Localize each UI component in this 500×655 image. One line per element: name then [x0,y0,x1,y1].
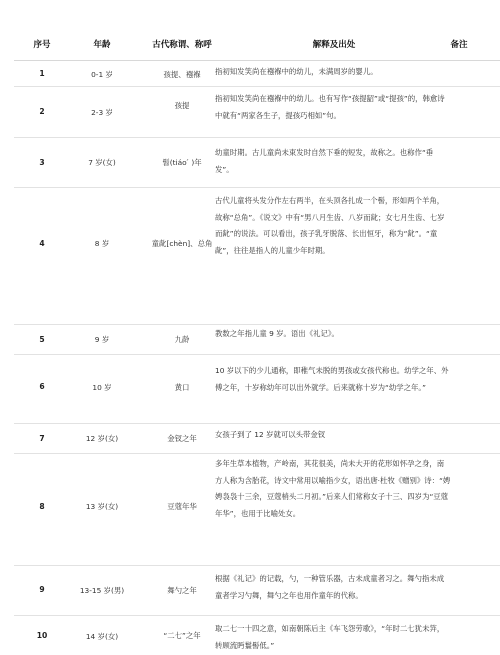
table-row [14,324,500,355]
row-age: 0-1 岁 [91,70,113,79]
row-title: 九龄 [174,335,190,344]
row-index: 9 [39,585,45,594]
row-desc: 10 岁以下的少儿通称，即稚气未脱的男孩或女孩代称也。幼学之年、外傅之年，十岁称幼年可以出外就学。后来就称十岁为“幼学之年。” [215,366,449,392]
header-title: 古代称谓、称呼 [152,40,212,50]
row-index: 8 [39,502,45,511]
row-desc: 根据《礼记》的记载，勺，一种管乐器，古未成童者习之。舞勺指未成童者学习勺舞，舞勺之年也用作童年的代称。 [215,574,445,600]
header-remark: 备注 [450,40,468,50]
table-row [14,615,500,655]
row-age: 7 岁(女) [88,158,116,167]
header-desc: 解释及出处 [312,40,356,50]
row-title: 黄口 [174,383,190,392]
row-desc: 教数之年指儿童 9 岁。语出《礼记》。 [215,329,339,338]
row-title: 孩提 [174,101,190,110]
table-row [14,86,500,138]
row-index: 4 [39,239,45,248]
row-age: 9 岁 [94,335,110,344]
row-desc: 幼童时期。古儿童尚未束发时自然下垂的短发，故称之。也称作“垂发”。 [215,148,434,174]
row-desc: 指初知发笑尚在襁褓中的幼儿。也有写作“孩提龆”或“提孩”的，韩愈诗中就有“两家各生子，提孩巧相如”句。 [215,94,445,120]
row-desc: 指初知发笑尚在襁褓中的幼儿，未满周岁的婴儿。 [215,67,378,76]
row-index: 2 [39,107,45,116]
table-row [14,187,500,325]
table-row [14,354,500,424]
table-row [14,60,500,87]
row-age: 2-3 岁 [91,108,113,117]
row-index: 3 [39,158,45,167]
row-index: 1 [39,69,45,78]
row-title: 髫(tiáo ́ )年 [162,158,202,167]
table-row [14,565,500,616]
row-index: 5 [39,335,45,344]
row-desc: 古代儿童将头发分作左右两半，在头顶各扎成一个髻，形如两个羊角，故称“总角”。《说文》中有“男八月生齿、八岁而龀；女七月生齿、七岁而龀”的说法。可以看出，孩子乳牙脱落、长出恒牙，称为“龀”。“童龀”，往往是指人的儿童少年时期。 [215,196,445,255]
row-title: 金钗之年 [167,434,197,443]
row-title: 孩提、襁褓 [163,70,201,79]
row-age: 13 岁(女) [85,502,119,511]
row-age: 14 岁(女) [85,632,119,641]
header-age: 年龄 [93,40,111,50]
row-index: 10 [36,631,48,640]
table-header-row [14,30,500,61]
row-title: 童龀[chèn]、总角 [151,239,213,248]
row-desc: 多年生草本植物，产岭南，其花很美，尚未大开的花形如怀孕之身，南方人称为含胎花，诗文中常用以喻指少女，语出唐·杜牧《赠别》诗：“娉娉袅袅十三余，豆蔻梢头二月初。”后来人们常称女子十三、四岁为“豆蔻年华”，也用于比喻处女。 [215,459,451,518]
row-title: “二七”之年 [163,631,201,640]
row-index: 7 [39,434,45,443]
table-row [14,137,500,188]
row-desc: 取二七一十四之意，如南朝陈后主《车飞怨劳歌》，“年时二七犹未笄，转顾流眄鬟髻低。” [215,624,445,650]
header-index: 序号 [33,40,51,50]
row-title: 舞勺之年 [167,586,197,595]
row-desc: 女孩子到了 12 岁就可以头带金钗 [215,430,326,439]
row-age: 10 岁 [92,383,112,392]
row-index: 6 [39,382,45,391]
row-age: 8 岁 [94,239,110,248]
table-row [14,423,500,454]
table-row [14,453,500,566]
row-age: 12 岁(女) [85,434,119,443]
row-age: 13-15 岁(男) [79,586,125,595]
row-title: 豆蔻年华 [167,502,197,511]
